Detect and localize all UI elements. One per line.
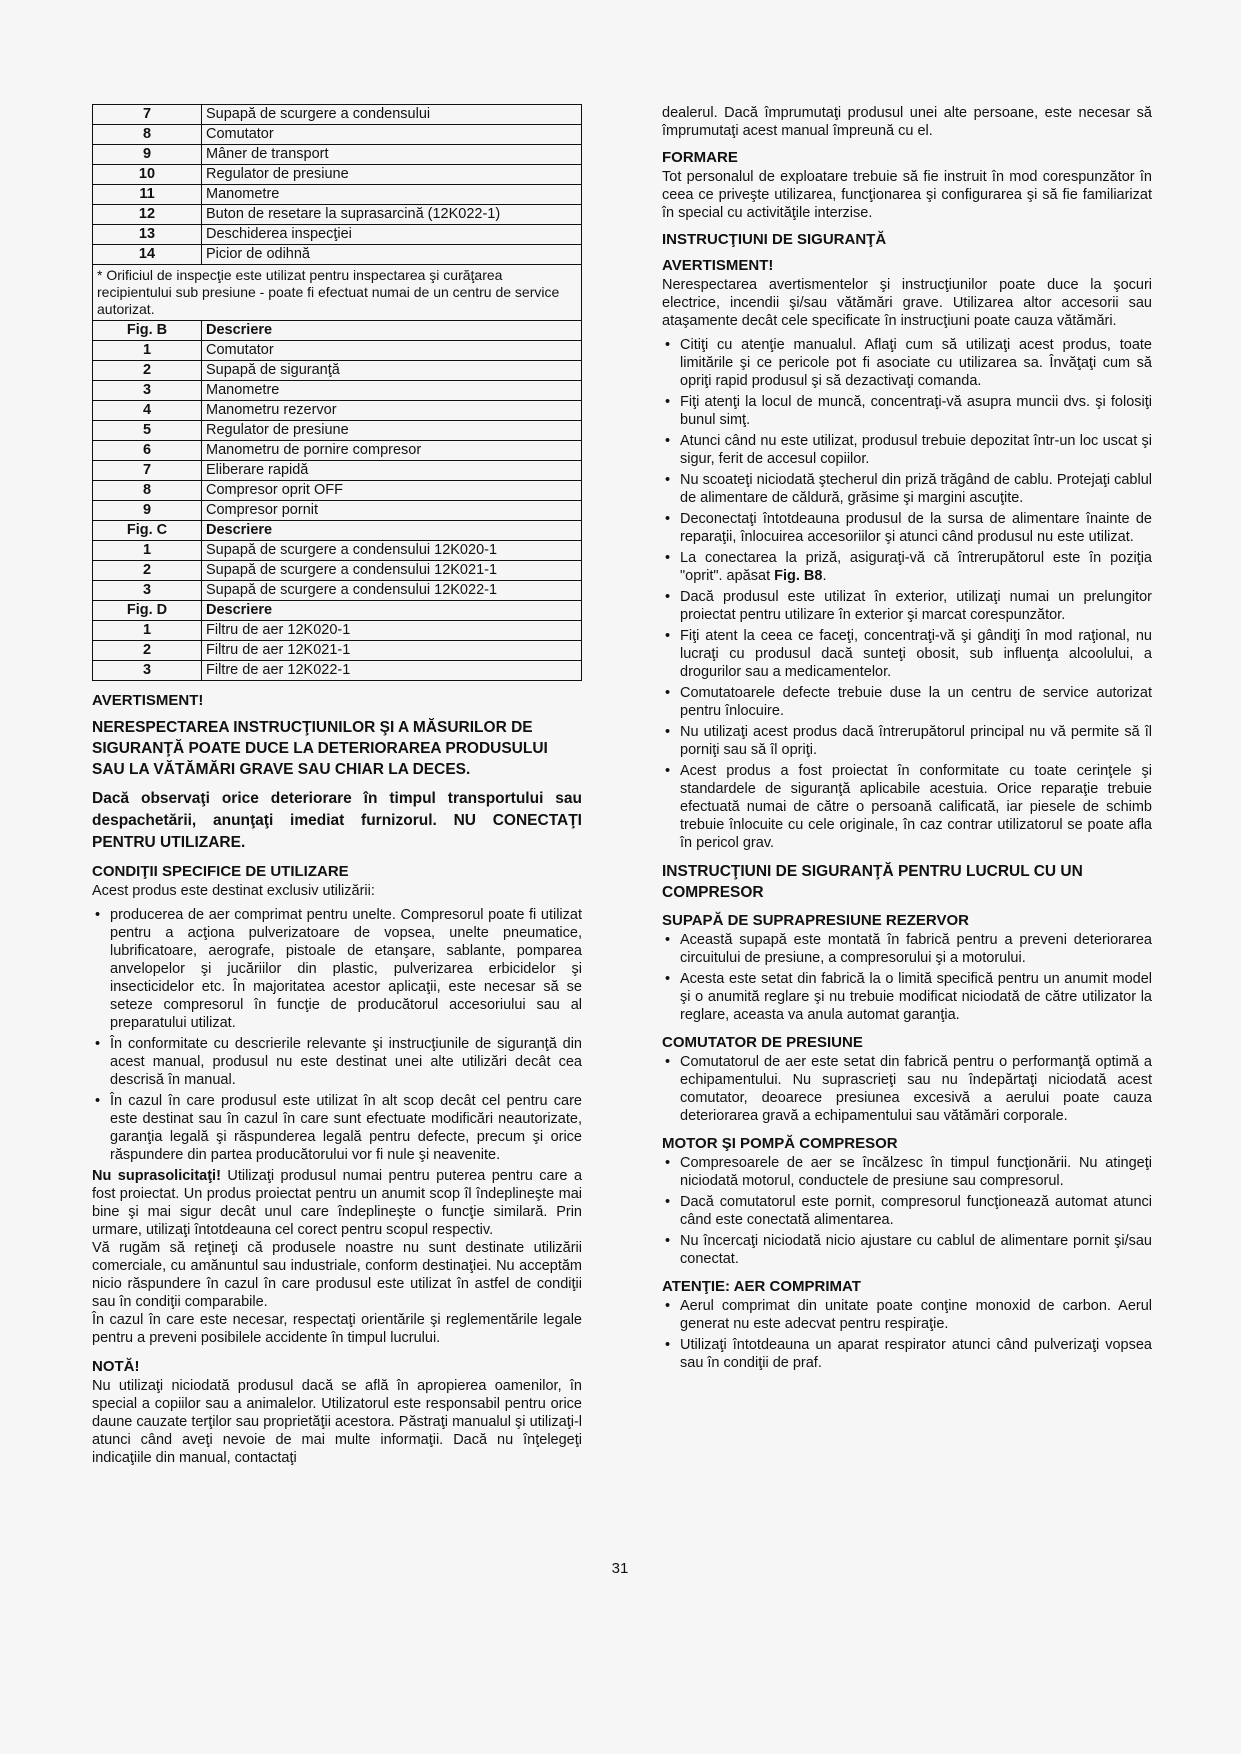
table-cell-number: 3: [93, 661, 202, 681]
list-item: • Utilizaţi întotdeauna un aparat respirator atunci când pulverizaţi vopsea sau în condiţii de praf.: [662, 1336, 1152, 1372]
conditions-list: [92, 906, 582, 1164]
plug-item-figure-ref: Fig. B8: [774, 568, 823, 584]
air-title: ATENŢIE: AER COMPRIMAT: [662, 1278, 861, 1295]
table-cell-description: Comutator: [202, 341, 582, 361]
note-text: Nu utilizaţi niciodată produsul dacă se află în apropierea oamenilor, în special a copiilor sau a animalelor. Utilizatorul este responsabil pentru orice daune cauzate terţilor sau proprietăţii acestora. Păstraţi manualul şi utilizaţi-l atunci când aveţi nevoie de mai multe informaţii. Dacă nu înţelegeţi indicaţiile din manual, contactaţi: [92, 1378, 582, 1466]
table-cell-number: 2: [93, 361, 202, 381]
table-row: [93, 105, 582, 125]
table-cell-description: Filtru de aer 12K021-1: [202, 641, 582, 661]
compressor-title: INSTRUCŢIUNI DE SIGURANŢĂ PENTRU LUCRUL CU UN COMPRESOR: [662, 863, 1083, 901]
list-item: • Fiţi atenţi la locul de muncă, concentraţi-vă asupra muncii dvs. şi folosiţi bunul simţ.: [662, 393, 1152, 429]
table-cell-description: Mâner de transport: [202, 145, 582, 165]
table-cell-description: Manometre: [202, 381, 582, 401]
table-note-row: [93, 265, 582, 321]
table-row: [93, 225, 582, 245]
list-item: • Nu scoateţi niciodată ştecherul din priză trăgând de cablu. Protejaţi cablul de alimentare de căldură, grăsime şi margini ascuţite.: [662, 471, 1152, 507]
table-cell-number: 14: [93, 245, 202, 265]
note-title: NOTĂ!: [92, 1358, 140, 1375]
table-row: [93, 481, 582, 501]
conditions-title: CONDIŢII SPECIFICE DE UTILIZARE: [92, 863, 349, 880]
list-item: • Compresoarele de aer se încălzesc în timpul funcţionării. Nu atingeţi niciodată motorul, conductele de presiune sau compresorul.: [662, 1154, 1152, 1190]
table-row: [93, 401, 582, 421]
list-item: • Citiţi cu atenţie manualul. Aflaţi cum să utilizaţi acest produs, toate limitările şi ce pericole pot fi asociate cu utilizarea sa. Învăţaţi cum să opriţi rapid produsul şi să dezactivaţi comanda.: [662, 336, 1152, 390]
table-header-row: [93, 321, 582, 341]
table-row: [93, 245, 582, 265]
training-text: Tot personalul de exploatare trebuie să fie instruit în mod corespunzător în ceea ce priveşte utilizarea, funcţionarea şi configurarea şi să fie familiarizat în special cu activităţile interzise.: [662, 169, 1152, 221]
list-item: • Comutatoarele defecte trebuie duse la un centru de service autorizat pentru înlocuire.: [662, 684, 1152, 720]
table-row: [93, 561, 582, 581]
table-row: [93, 341, 582, 361]
plug-item-text: La conectarea la priză, asiguraţi-vă că întrerupătorul este în poziţia "oprit". apăsat: [680, 550, 1152, 584]
table-row: [93, 621, 582, 641]
table-cell-description: Supapă de scurgere a condensului 12K021-1: [202, 561, 582, 581]
table-cell-number: Fig. D: [93, 601, 202, 621]
table-cell-number: 6: [93, 441, 202, 461]
overload-bold: Nu suprasolicitaţi!: [92, 1168, 221, 1184]
table-cell-number: 8: [93, 481, 202, 501]
table-cell-description: Comutator: [202, 125, 582, 145]
table-cell-description: Picior de odihnă: [202, 245, 582, 265]
table-cell-number: 13: [93, 225, 202, 245]
table-cell-number: 12: [93, 205, 202, 225]
switch-title: COMUTATOR DE PRESIUNE: [662, 1034, 863, 1051]
table-cell-description: Descriere: [202, 601, 582, 621]
table-cell-number: 7: [93, 105, 202, 125]
table-cell-number: 8: [93, 125, 202, 145]
page-number: 31: [611, 1560, 629, 1577]
table-cell-number: 1: [93, 621, 202, 641]
motor-title: MOTOR ŞI POMPĂ COMPRESOR: [662, 1135, 898, 1152]
table-row: [93, 541, 582, 561]
table-cell-number: 3: [93, 581, 202, 601]
dealer-paragraph: dealerul. Dacă împrumutaţi produsul unei alte persoane, este necesar să împrumutaţi acest manual împreună cu el.: [662, 105, 1152, 139]
table-cell-description: Compresor oprit OFF: [202, 481, 582, 501]
table-cell-description: Compresor pornit: [202, 501, 582, 521]
list-item: • Acesta este setat din fabrică la o limită specifică pentru un anumit model şi o anumită reglare şi nu trebuie modificat niciodată de către utilizator la reglare, aceasta va anula automat garanţia.: [662, 970, 1152, 1024]
table-cell-description: Eliberare rapidă: [202, 461, 582, 481]
plug-item-end: .: [822, 568, 827, 584]
table-row: [93, 581, 582, 601]
left-column: [92, 104, 582, 1467]
list-item: • Aerul comprimat din unitate poate conţine monoxid de carbon. Aerul generat nu este adecvat pentru respiraţie.: [662, 1297, 1152, 1333]
warn-text: Nerespectarea avertismentelor şi instrucţiunilor poate duce la şocuri electrice, incendii şi/sau vătămări grave. Utilizarea altor accesorii sau ataşamente decât cele specificate în instrucţiuni poate cauza vătămări.: [662, 277, 1152, 329]
table-cell-number: 1: [93, 541, 202, 561]
safety-list: [662, 336, 1152, 852]
table-cell-number: 9: [93, 145, 202, 165]
table-cell-description: Buton de resetare la suprasarcină (12K022-1): [202, 205, 582, 225]
table-row: [93, 361, 582, 381]
list-item: • Acest produs a fost proiectat în conformitate cu toate cerinţele şi standardele de siguranţă aplicabile acestuia. Orice reparaţie trebuie efectuată numai de către o persoană calificată, iar piesele de schimb trebuie înlocuite cu cele originale, în caz contrar utilizatorul se poate afla în pericol grav.: [662, 762, 1152, 852]
list-item: • În conformitate cu descrierile relevante şi instrucţiunile de siguranţă din acest manual, produsul nu este destinat unei alte utilizări decât cea descrisă în manual.: [92, 1035, 582, 1089]
table-cell-number: 9: [93, 501, 202, 521]
warn-title: AVERTISMENT!: [662, 257, 774, 274]
valve-title: SUPAPĂ DE SUPRAPRESIUNE REZERVOR: [662, 912, 970, 929]
table-cell-number: 3: [93, 381, 202, 401]
table-cell-number: 4: [93, 401, 202, 421]
commercial-paragraph: Vă rugăm să reţineţi că produsele noastre nu sunt destinate utilizării comerciale, cu amănuntul sau industriale, conform destinaţiei. Nu acceptăm nicio răspundere în cazul în care produsul este utilizat în astfel de condiţii sau în condiţii comparabile.: [92, 1240, 582, 1310]
list-item: • Această supapă este montată în fabrică pentru a preveni deteriorarea circuitului de presiune, a compresorului şi a motorului.: [662, 931, 1152, 967]
list-item: • Comutatorul de aer este setat din fabrică pentru o performanţă optimă a echipamentului. Nu suprascrieţi sau nu îndepărtaţi niciodată acest comutator, deoarece presiunea excesivă a aerului poate cauza deteriorarea gravă a echipamentului sau vătămări corporale.: [662, 1053, 1152, 1125]
table-cell-description: Supapă de scurgere a condensului: [202, 105, 582, 125]
table-cell-description: Supapă de siguranţă: [202, 361, 582, 381]
table-cell-number: Fig. C: [93, 521, 202, 541]
table-cell-description: Descriere: [202, 521, 582, 541]
table-cell-description: Supapă de scurgere a condensului 12K020-1: [202, 541, 582, 561]
table-header-row: [93, 521, 582, 541]
list-item: • Fiţi atent la ceea ce faceţi, concentraţi-vă şi gândiţi în mod raţional, nu lucraţi cu produsul dacă sunteţi obosit, sub influenţa alcoolului, a drogurilor sau a medicamentelor.: [662, 627, 1152, 681]
overload-text: Utilizaţi produsul numai pentru puterea pentru care a fost proiectat. Un produs proiectat pentru un anumit scop îl îndeplineşte mai bine şi mai sigur decât unul care îndeplineşte o funcţie similară. Prin urmare, utilizaţi întotdeauna cel corect pentru scopul respectiv.: [92, 1168, 583, 1238]
parts-table: [92, 104, 582, 681]
table-cell-description: Descriere: [202, 321, 582, 341]
right-column: [662, 104, 1152, 1375]
table-cell-number: 2: [93, 561, 202, 581]
table-note: * Orificiul de inspecţie este utilizat pentru inspectarea şi curăţarea recipientului sub presiune - poate fi efectuat numai de un centru de service autorizat.: [93, 265, 582, 321]
table-cell-number: 1: [93, 341, 202, 361]
list-item: • Nu încercaţi niciodată nicio ajustare cu cablul de alimentare pornit şi/sau conectat.: [662, 1232, 1152, 1268]
table-row: [93, 501, 582, 521]
safety-title: INSTRUCŢIUNI DE SIGURANŢĂ: [662, 231, 887, 248]
table-row: [93, 381, 582, 401]
regulations-paragraph: În cazul în care este necesar, respectaţi orientările şi reglementările legale pentru a preveni posibilele accidente în timpul lucrului.: [92, 1312, 582, 1346]
table-cell-number: Fig. B: [93, 321, 202, 341]
conditions-intro: Acest produs este destinat exclusiv utilizării:: [92, 883, 375, 899]
table-cell-number: 10: [93, 165, 202, 185]
table-row: [93, 461, 582, 481]
table-row: [93, 205, 582, 225]
switch-list: [662, 1053, 1152, 1125]
overload-paragraph: [92, 1167, 582, 1239]
table-row: [93, 165, 582, 185]
table-row: [93, 641, 582, 661]
list-item: • Deconectaţi întotdeauna produsul de la sursa de alimentare înainte de reparaţii, înlocuirea accesoriilor şi atunci când produsul nu este utilizat.: [662, 510, 1152, 546]
table-cell-number: 11: [93, 185, 202, 205]
table-cell-description: Regulator de presiune: [202, 165, 582, 185]
warning-title: AVERTISMENT!: [92, 692, 204, 709]
list-item: • Dacă comutatorul este pornit, compresorul funcţionează automat atunci când este conectată alimentarea.: [662, 1193, 1152, 1229]
table-cell-number: 5: [93, 421, 202, 441]
table-cell-description: Deschiderea inspecţiei: [202, 225, 582, 245]
table-cell-description: Manometru rezervor: [202, 401, 582, 421]
table-row: [93, 145, 582, 165]
damage-note: Dacă observaţi orice deteriorare în timpul transportului sau despachetării, anunţaţi imediat furnizorul. NU CONECTAŢI PENTRU UTILIZARE.: [92, 790, 582, 851]
list-item: • Nu utilizaţi acest produs dacă întrerupătorul principal nu vă permite să îl porniţi sau să îl opriţi.: [662, 723, 1152, 759]
table-cell-number: 2: [93, 641, 202, 661]
table-row: [93, 441, 582, 461]
warning-caps: NERESPECTAREA INSTRUCŢIUNILOR ŞI A MĂSURILOR DE SIGURANŢĂ POATE DUCE LA DETERIORAREA PRODUSULUI SAU LA VĂTĂMĂRI GRAVE SAU CHIAR LA DECES.: [92, 719, 548, 778]
air-list: [662, 1297, 1152, 1372]
motor-list: [662, 1154, 1152, 1268]
list-item: • Dacă produsul este utilizat în exterior, utilizaţi numai un prelungitor proiectat pentru utilizare în exterior şi marcat corespunzător.: [662, 588, 1152, 624]
list-item: • În cazul în care produsul este utilizat în alt scop decât cel pentru care este destinat sau în cazul în care sunt efectuate modificări neautorizate, garanţia legală şi răspunderea legală pentru defecte, precum şi orice răspundere din partea producătorului vor fi nule şi neavenite.: [92, 1092, 582, 1164]
table-header-row: [93, 601, 582, 621]
list-item: [662, 549, 1152, 585]
table-cell-description: Filtru de aer 12K020-1: [202, 621, 582, 641]
table-cell-description: Manometre: [202, 185, 582, 205]
list-item: • Atunci când nu este utilizat, produsul trebuie depozitat într-un loc uscat şi sigur, ferit de accesul copiilor.: [662, 432, 1152, 468]
table-row: [93, 421, 582, 441]
table-row: [93, 185, 582, 205]
training-title: FORMARE: [662, 149, 738, 166]
table-cell-description: Regulator de presiune: [202, 421, 582, 441]
table-row: [93, 661, 582, 681]
table-cell-description: Filtre de aer 12K022-1: [202, 661, 582, 681]
list-item: • producerea de aer comprimat pentru unelte. Compresorul poate fi utilizat pentru a acţiona pulverizatoare de vopsea, unelte pneumatice, lubrificatoare, aerografe, pistoale de etanşare, sablante, pomparea anvelopelor şi jucăriilor din plastic, pulverizarea erbicidelor şi insecticidelor etc. În majoritatea acestor aplicaţii, este necesar să se seteze compresorul în funcţie de producătorul accesoriului sau al preparatului utilizat.: [92, 906, 582, 1032]
table-cell-number: 7: [93, 461, 202, 481]
table-cell-description: Manometru de pornire compresor: [202, 441, 582, 461]
valve-list: [662, 931, 1152, 1024]
table-cell-description: Supapă de scurgere a condensului 12K022-1: [202, 581, 582, 601]
table-row: [93, 125, 582, 145]
